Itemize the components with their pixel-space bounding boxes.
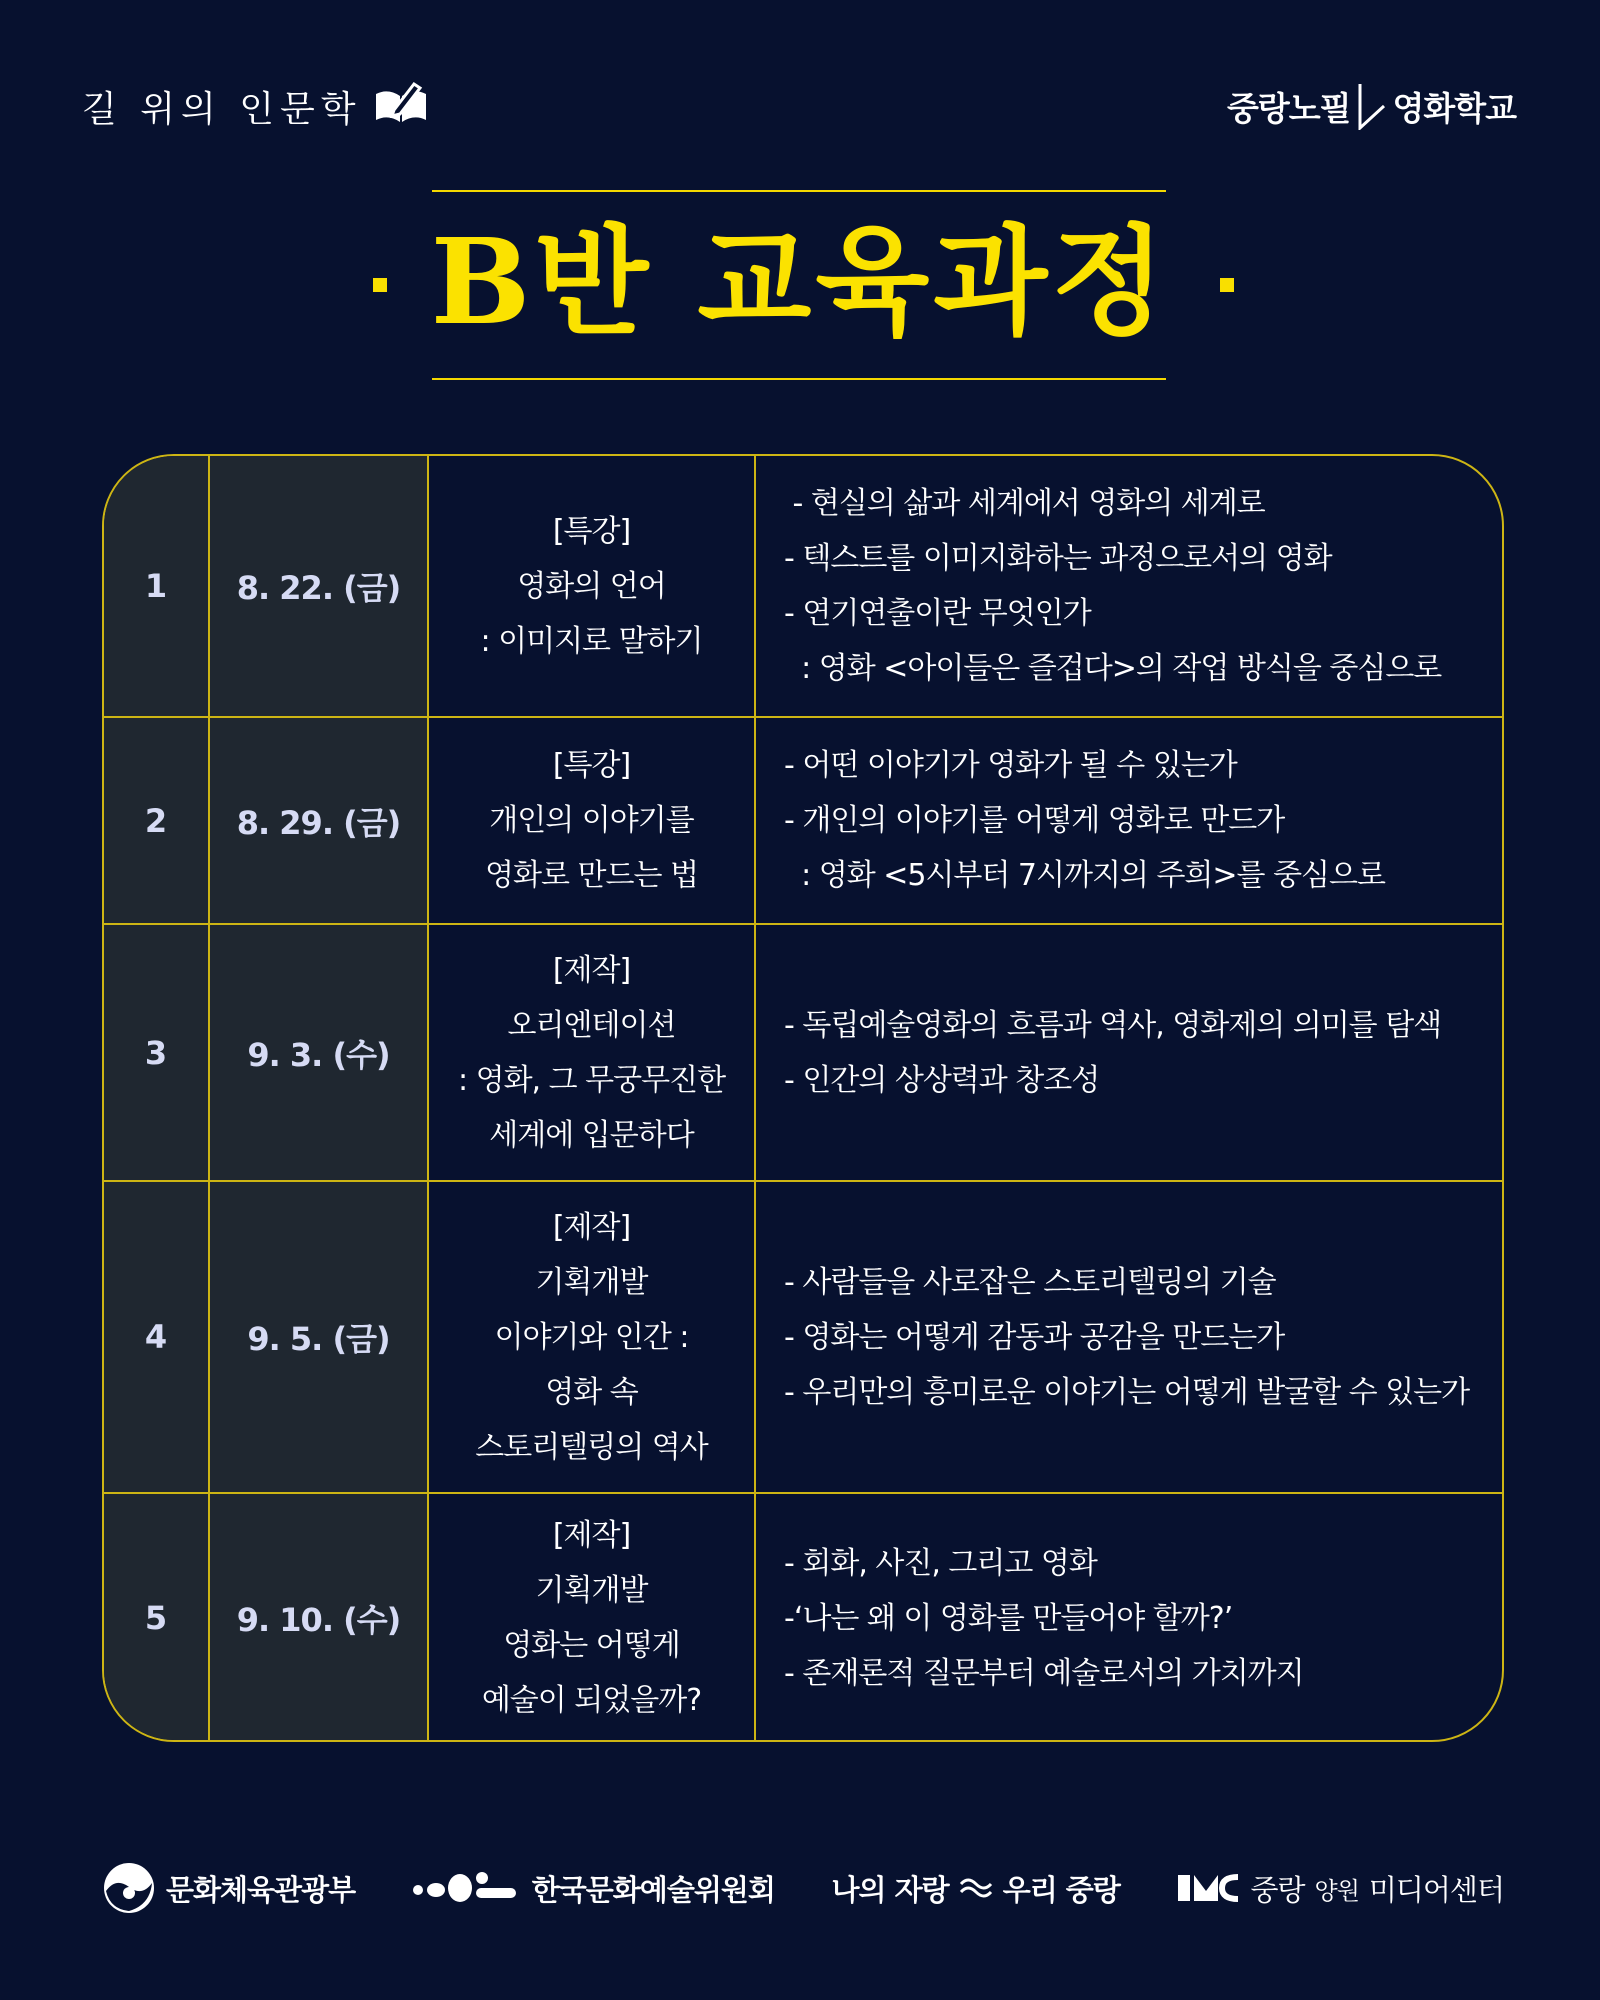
logo-media-center: [1176, 1868, 1503, 1909]
session-date: 9. 5. (금): [247, 1320, 390, 1358]
session-title-line: 기획개발: [535, 1573, 648, 1608]
slogan-part-b: 우리 중랑: [1002, 1872, 1120, 1907]
session-title: [429, 925, 754, 1180]
session-title-line: 세계에 입문하다: [489, 1117, 694, 1153]
logo-arts-council: [412, 1868, 775, 1909]
description-line: - 독립예술영화의 흐름과 역사, 영화제의 의미를 탐색: [784, 1007, 1442, 1043]
session-description: [756, 1494, 1502, 1742]
description-line: - 인간의 상상력과 창조성: [784, 1062, 1100, 1098]
title-rule-bottom: [432, 378, 1166, 380]
logo-ministry: [102, 1861, 355, 1915]
session-title-line: 영화는 어떻게: [503, 1628, 680, 1663]
session-title-line: 영화 속: [545, 1374, 638, 1410]
description-line: - 현실의 삶과 세계에서 영화의 세계로: [784, 486, 1265, 521]
brand-b: 영화학교: [1392, 88, 1516, 128]
media-center-logo-icon: [1176, 1871, 1240, 1905]
page-title: B반 교육과정: [430, 212, 1170, 351]
table-row: [104, 456, 1502, 716]
table-row: [104, 925, 1502, 1180]
session-title-line: 개인의 이야기를: [489, 803, 694, 838]
session-title-line: 기획개발: [535, 1264, 648, 1300]
session-title-line: 스토리텔링의 역사: [475, 1429, 708, 1465]
arts-council-dots-icon: [412, 1868, 522, 1908]
session-title-line: [특강]: [552, 513, 631, 549]
session-title: [429, 1182, 754, 1492]
session-title-line: 예술이 되었을까?: [481, 1683, 702, 1718]
description-line: - 사람들을 사로잡은 스토리텔링의 기술: [784, 1264, 1276, 1300]
description-line: - 개인의 이야기를 어떻게 영화로 만드가: [784, 803, 1285, 838]
session-title-line: : 영화, 그 무궁무진한: [457, 1062, 726, 1098]
session-title-line: 이야기와 인간 :: [494, 1319, 689, 1355]
logo-ministry-text: 문화체육관광부: [166, 1872, 356, 1907]
session-title-line: [특강]: [552, 748, 631, 783]
description-line: - 연기연출이란 무엇인가: [784, 596, 1091, 631]
media-center-text-b: 양원: [1314, 1876, 1359, 1905]
slogan-part-a: 나의 자랑: [831, 1872, 949, 1907]
schedule-table: [102, 454, 1504, 1742]
description-line: : 영화 <아이들은 즐겁다>의 작업 방식을 중심으로: [784, 651, 1442, 686]
brand-title: 길 위의 인문학: [82, 89, 362, 130]
page-title-block: [0, 190, 1600, 380]
description-line: - 영화는 어떻게 감동과 공감을 만드는가: [784, 1319, 1285, 1355]
title-rule-top: [432, 190, 1166, 192]
session-description: [756, 718, 1502, 923]
brand-a: 중랑노필: [1226, 88, 1351, 128]
wave-icon: [959, 1874, 993, 1902]
table-row: [104, 718, 1502, 923]
logo-arts-council-text: 한국문화예술위원회: [531, 1872, 775, 1907]
description-line: - 회화, 사진, 그리고 영화: [784, 1545, 1097, 1581]
session-title-line: [제작]: [552, 952, 631, 988]
play-bracket-icon: [1356, 82, 1386, 130]
session-number: 4: [144, 1318, 168, 1356]
book-pen-icon: [374, 80, 428, 133]
session-title-line: 영화로 만드는 법: [485, 858, 698, 893]
session-title-line: [제작]: [552, 1518, 631, 1553]
description-line: : 영화 <5시부터 7시까지의 주희>를 중심으로: [784, 858, 1385, 893]
session-number: 1: [144, 567, 168, 605]
session-date: 8. 22. (금): [236, 569, 401, 607]
session-title: [429, 456, 754, 716]
description-line: - 어떤 이야기가 영화가 될 수 있는가: [784, 748, 1237, 783]
session-date: 9. 3. (수): [247, 1035, 390, 1074]
table-row: [104, 1494, 1502, 1742]
session-description: [756, 1182, 1502, 1492]
session-number: 5: [144, 1599, 168, 1637]
media-center-text-c: 미디어센터: [1368, 1872, 1504, 1907]
media-center-text-a: 중랑: [1250, 1872, 1305, 1907]
session-title: [429, 1494, 754, 1742]
session-title-line: [제작]: [552, 1209, 631, 1245]
session-description: [756, 456, 1502, 716]
session-date: 8. 29. (금): [236, 803, 401, 842]
description-line: - 존재론적 질문부터 예술로서의 가치까지: [784, 1655, 1304, 1691]
description-line: - 텍스트를 이미지화하는 과정으로서의 영화: [784, 541, 1332, 576]
session-description: [756, 925, 1502, 1180]
session-title-line: : 이미지로 말하기: [480, 623, 703, 659]
session-title-line: 오리엔테이션: [507, 1007, 676, 1043]
header-left-brand: [82, 80, 428, 133]
sponsor-footer: [102, 1858, 1504, 1918]
session-number: 2: [144, 801, 168, 840]
title-bullet-right: [1220, 278, 1234, 292]
session-title: [429, 718, 754, 923]
header-right-brand: [1227, 82, 1516, 130]
logo-jungnang-slogan: [832, 1868, 1120, 1909]
description-line: - 우리만의 흥미로운 이야기는 어떻게 발굴할 수 있는가: [784, 1374, 1470, 1410]
session-number: 3: [144, 1033, 168, 1072]
table-row: [104, 1182, 1502, 1492]
ministry-emblem-icon: [102, 1861, 156, 1915]
session-date: 9. 10. (수): [236, 1601, 401, 1639]
session-title-line: 영화의 언어: [517, 568, 666, 604]
description-line: -‘나는 왜 이 영화를 만들어야 할까?’: [784, 1600, 1233, 1636]
